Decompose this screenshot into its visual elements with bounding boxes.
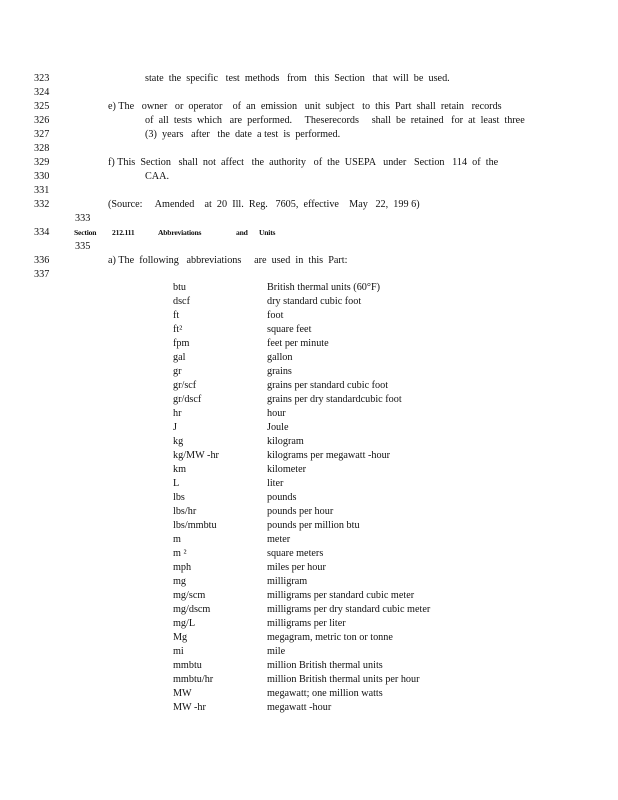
definition: kilogram [267,436,304,447]
line-number: 337 [34,269,50,280]
text-line: of all tests which are performed. Theserecords shall be retained for at least three [145,115,525,126]
section-label: Section [74,228,97,237]
line-number: 327 [34,129,50,140]
abbreviation: ft [173,310,180,321]
definition: kilograms per megawatt -hour [267,450,391,461]
abbreviation: kg [173,436,184,447]
section-title-part: and [236,228,248,237]
section-number: 212.111 [112,228,135,237]
abbreviation: mg/dscm [173,604,211,615]
definition: pounds per million btu [267,520,360,531]
definition: megawatt -hour [267,702,332,713]
text-line: (3) years after the date a test is performed. [145,129,341,140]
line-number: 325 [34,101,50,112]
definition: British thermal units (60°F) [267,282,381,293]
line-number: 329 [34,157,50,168]
text-line: a) The following abbreviations are used in this Part: [108,255,348,266]
abbreviation: fpm [173,338,190,349]
abbreviation: gal [173,352,186,363]
definition: grains per dry standardcubic foot [267,394,402,405]
definition: pounds per hour [267,506,334,517]
line-number: 328 [34,143,50,154]
line-number: 331 [34,185,50,196]
abbreviation: mg/scm [173,590,206,601]
definition: feet per minute [267,338,329,349]
line-number: 335 [75,241,91,252]
abbreviation: lbs/mmbtu [173,520,217,531]
definition: grains [267,366,292,377]
definition: grains per standard cubic foot [267,380,389,391]
abbreviation: mmbtu/hr [173,674,214,685]
abbreviation: MW -hr [173,702,206,713]
definition: dry standard cubic foot [267,296,362,307]
abbreviation: MW [173,688,192,699]
abbreviation: L [173,478,180,489]
definition: megagram, metric ton or tonne [267,632,393,643]
definition: milligram [267,576,308,587]
line-number: 336 [34,255,50,266]
line-number: 333 [75,213,91,224]
abbreviation: gr/scf [173,380,197,391]
definition: million British thermal units per hour [267,674,420,685]
definition: milligrams per standard cubic meter [267,590,415,601]
abbreviation: m [173,534,181,545]
definition: mile [267,646,286,657]
definition: milligrams per liter [267,618,346,629]
abbreviation: mg [173,576,187,587]
definition: gallon [267,352,293,363]
abbreviation: Mg [173,632,188,643]
source-note: (Source: Amended at 20 Ill. Reg. 7605, effective May 22, 199 6) [108,199,420,210]
abbreviation: m ² [173,548,187,559]
text-line: state the specific test methods from this Section that will be used. [145,73,450,84]
definition: square meters [267,548,324,559]
line-number: 324 [34,87,50,98]
definition: miles per hour [267,562,326,573]
abbreviation: lbs/hr [173,506,197,517]
definition: million British thermal units [267,660,383,671]
line-number: 330 [34,171,50,182]
definition: square feet [267,324,312,335]
abbreviation: dscf [173,296,190,307]
abbreviation: gr [173,366,182,377]
definition: hour [267,408,286,419]
abbreviation: mi [173,646,184,657]
abbreviation: gr/dscf [173,394,202,405]
definition: pounds [267,492,297,503]
abbreviation: ft² [173,324,183,335]
definition: Joule [267,422,289,433]
definition: liter [267,478,284,489]
abbreviation: mph [173,562,192,573]
abbreviation: mmbtu [173,660,202,671]
definition: kilometer [267,464,307,475]
abbreviation: J [173,422,177,433]
line-number: 323 [34,73,50,84]
abbreviation: btu [173,282,187,293]
abbreviation: hr [173,408,182,419]
text-line: CAA. [145,171,170,182]
abbreviation: mg/L [173,618,196,629]
section-title-part: Abbreviations [158,228,202,237]
definition: meter [267,534,291,545]
abbreviation: km [173,464,187,475]
definition: megawatt; one million watts [267,688,383,699]
line-number: 334 [34,227,50,238]
line-number: 332 [34,199,50,210]
definition: foot [267,310,284,321]
definition: milligrams per dry standard cubic meter [267,604,431,615]
abbreviation: kg/MW -hr [173,450,219,461]
line-number: 326 [34,115,50,126]
text-line: e) The owner or operator of an emission unit subject to this Part shall retain records [108,101,502,112]
abbreviation: lbs [173,492,185,503]
section-title-part: Units [259,228,276,237]
text-line: f) This Section shall not affect the authority of the USEPA under Section 114 of the [108,157,499,168]
